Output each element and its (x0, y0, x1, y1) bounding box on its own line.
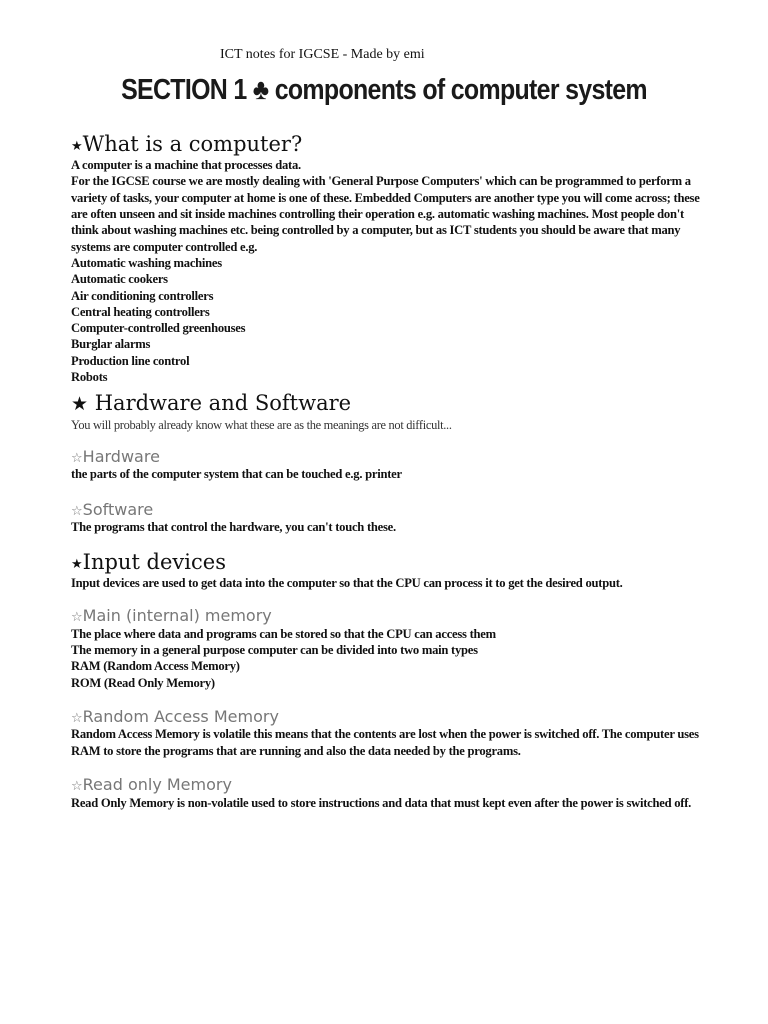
computer-intro: A computer is a machine that processes data. (71, 158, 301, 173)
computer-paragraph: For the IGCSE course we are mostly dealing with 'General Purpose Computers' which can be programmed to perform a variety of tasks, your computer at home is one of these. Embedded Computers are another type you will come across; these are often unseen and sit inside machines controlling their operation e.g. automatic washing machines. Most people don't think about washing machines etc. being controlled by a computer, but as ICT students you should be aware that many systems are computer controlled e.g. (71, 174, 700, 254)
main-memory-line: The memory in a general purpose computer can be divided into two main types (71, 642, 478, 657)
list-item: Automatic washing machines (71, 255, 222, 270)
heading-text: Software (82, 499, 154, 519)
heading-text: Hardware (82, 446, 160, 466)
list-item: Automatic cookers (71, 272, 168, 287)
heading-text: Input devices (82, 549, 226, 574)
header-note: ICT notes for IGCSE - Made by emi (220, 47, 425, 62)
outline-star-icon: ☆ (71, 450, 83, 466)
list-item: Production line control (71, 353, 190, 368)
heading-hardware (71, 447, 701, 467)
heading-input-devices (71, 550, 701, 575)
document-content (71, 130, 701, 811)
section-title: SECTION 1 ♣ components of computer system (121, 74, 647, 106)
filled-star-icon: ★ (71, 393, 89, 416)
filled-star-icon: ★ (71, 556, 83, 572)
heading-what-is-computer (71, 132, 701, 157)
outline-star-icon: ☆ (71, 503, 83, 519)
list-item: Central heating controllers (71, 304, 210, 319)
hardware-text: the parts of the computer system that can be touched e.g. printer (71, 467, 402, 482)
heading-text: Hardware and Software (94, 391, 352, 416)
heading-software (71, 500, 701, 520)
heading-ram (71, 707, 701, 727)
main-memory-line: ROM (Read Only Memory) (71, 675, 215, 690)
list-item: Air conditioning controllers (71, 288, 214, 303)
filled-star-icon: ★ (71, 139, 83, 154)
hardware-software-intro: You will probably already know what these are as the meanings are not difficult... (71, 417, 452, 432)
software-text: The programs that control the hardware, you can't touch these. (71, 520, 396, 535)
outline-star-icon: ☆ (71, 610, 83, 626)
heading-text: What is a computer? (82, 132, 303, 156)
ram-text: Random Access Memory is volatile this means that the contents are lost when the power is switched off. The computer uses RAM to store the programs that are running and also the data needed by the programs. (71, 727, 699, 758)
rom-text: Read Only Memory is non-volatile used to store instructions and data that must kept even after the power is switched off. (71, 795, 692, 810)
heading-hardware-software (71, 391, 701, 416)
heading-text: Random Access Memory (82, 706, 279, 726)
input-devices-text: Input devices are used to get data into the computer so that the CPU can process it to get the desired output. (71, 575, 623, 590)
heading-text: Read only Memory (82, 775, 232, 795)
main-memory-line: RAM (Random Access Memory) (71, 659, 240, 674)
heading-rom (71, 775, 701, 795)
example-list (71, 255, 701, 385)
main-memory-line: The place where data and programs can be stored so that the CPU can access them (71, 626, 496, 641)
list-item: Computer-controlled greenhouses (71, 321, 246, 336)
outline-star-icon: ☆ (71, 710, 83, 726)
heading-main-memory (71, 606, 701, 626)
heading-text: Main (internal) memory (82, 606, 272, 626)
outline-star-icon: ☆ (71, 779, 83, 795)
list-item: Burglar alarms (71, 337, 151, 352)
list-item: Robots (71, 370, 108, 385)
